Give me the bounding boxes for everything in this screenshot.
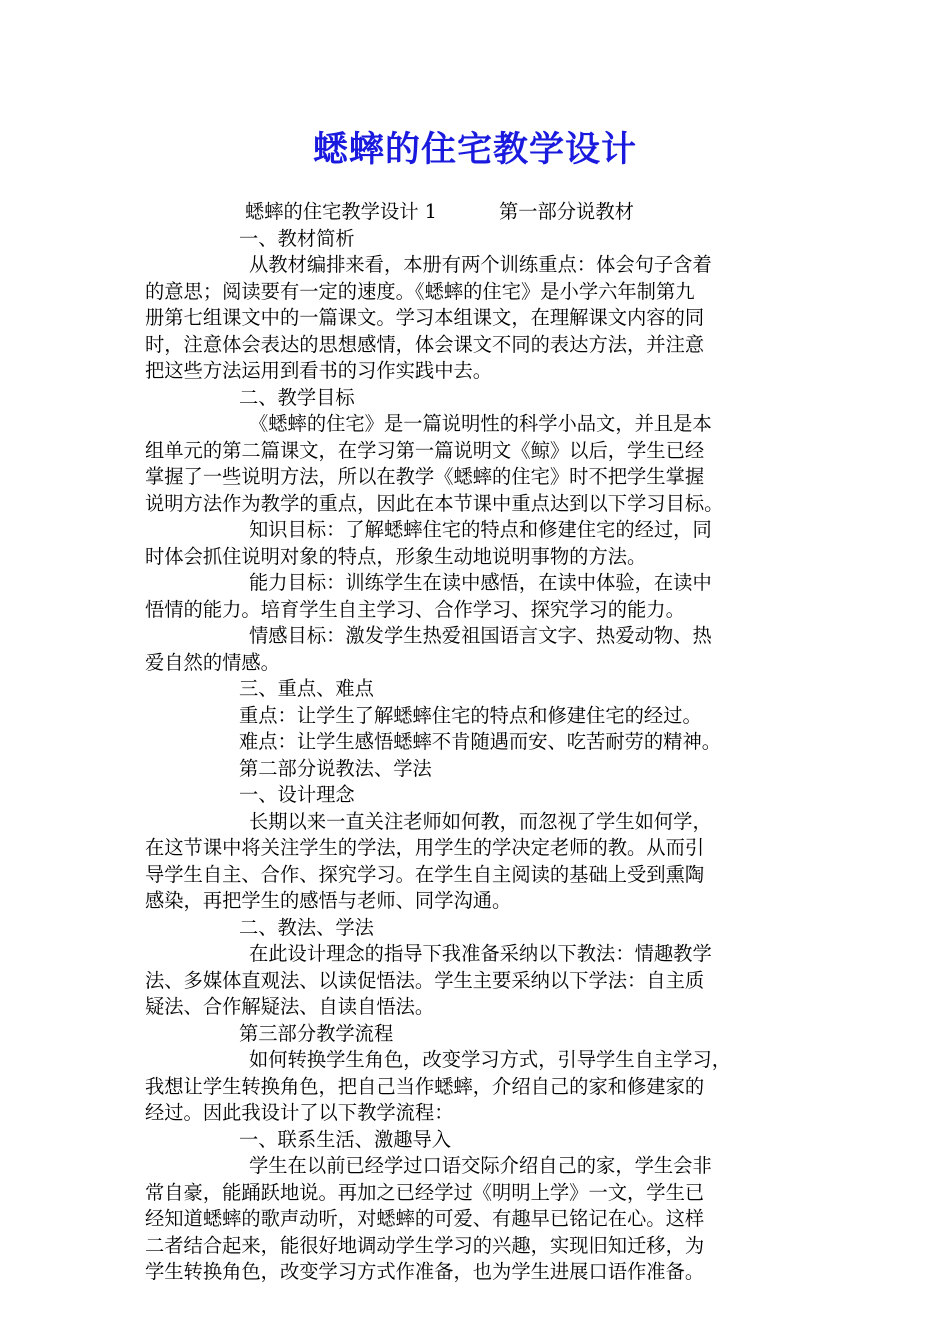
paragraph-line: 悟情的能力。培育学生自主学习、合作学习、探究学习的能力。 [145, 597, 685, 621]
paragraph-line: 经过。因此我设计了以下教学流程： [145, 1101, 454, 1124]
paragraph-line: 长期以来一直关注老师如何教，而忽视了学生如何学， [249, 809, 712, 833]
part-heading: 第三部分教学流程 [239, 1021, 394, 1045]
section-heading: 一、设计理念 [239, 783, 355, 806]
section-heading: 三、重点、难点 [239, 677, 374, 700]
paragraph-line: 从教材编排来看，本册有两个训练重点：体会句子含着 [249, 253, 712, 276]
paragraph-line: 掌握了一些说明方法，所以在教学《蟋蟀的住宅》时不把学生掌握 [145, 465, 705, 488]
paragraph-line: 的意思；阅读要有一定的速度。《蟋蟀的住宅》是小学六年制第九 [145, 279, 695, 303]
paragraph-line: 我想让学生转换角色，把自己当作蟋蟀，介绍自己的家和修建家的 [145, 1074, 705, 1098]
subtitle-right: 第一部分说教材 [498, 200, 634, 223]
paragraph-line: 感染，再把学生的感悟与老师、同学沟通。 [145, 889, 512, 912]
paragraph-line: 爱自然的情感。 [145, 650, 280, 674]
paragraph-line: 学生转换角色，改变学习方式作准备，也为学生进展口语作准备。 [145, 1260, 705, 1283]
paragraph-line: 导学生自主、合作、探究学习。在学生自主阅读的基础上受到熏陶 [145, 862, 705, 886]
paragraph-line: 把这些方法运用到看书的习作实践中去。 [145, 359, 493, 382]
paragraph-line: 在此设计理念的指导下我准备采纳以下教法：情趣教学 [249, 942, 712, 965]
paragraph-line: 知识目标：了解蟋蟀住宅的特点和修建住宅的经过，同 [249, 518, 712, 541]
paragraph-line: 时，注意体会表达的思想感情，体会课文不同的表达方法，并注意 [145, 332, 705, 356]
paragraph-line: 时体会抓住说明对象的特点，形象生动地说明事物的方法。 [145, 544, 647, 568]
paragraph-line: 重点：让学生了解蟋蟀住宅的特点和修建住宅的经过。 [239, 703, 702, 727]
paragraph-line: 如何转换学生角色，改变学习方式，引导学生自主学习， [249, 1048, 732, 1071]
paragraph-line: 情感目标：激发学生热爱祖国语言文字、热爱动物、热 [249, 624, 712, 647]
paragraph-line: 疑法、合作解疑法、自读自悟法。 [145, 995, 435, 1018]
paragraph-line: 组单元的第二篇课文，在学习第一篇说明文《鲸》以后，学生已经 [145, 438, 705, 462]
subtitle-left: 蟋蟀的住宅教学设计 1 [245, 200, 437, 223]
paragraph-line: 说明方法作为教学的重点，因此在本节课中重点达到以下学习目标。 [145, 491, 724, 515]
paragraph-line: 学生在以前已经学过口语交际介绍自己的家，学生会非 [249, 1154, 712, 1177]
document-title: 蟋蟀的住宅教学设计 [312, 129, 637, 170]
paragraph-line: 法、多媒体直观法、以读促悟法。学生主要采纳以下学法：自主质 [145, 968, 705, 992]
paragraph-line: 《蟋蟀的住宅》是一篇说明性的科学小品文，并且是本 [249, 412, 712, 435]
paragraph-line: 常自豪，能踊跃地说。再加之已经学过《明明上学》一文，学生已 [145, 1180, 705, 1204]
paragraph-line: 能力目标：训练学生在读中感悟，在读中体验，在读中 [249, 571, 712, 594]
paragraph-line: 在这节课中将关注学生的学法，用学生的学决定老师的教。从而引 [145, 836, 705, 859]
section-heading: 一、教材简析 [239, 226, 355, 250]
paragraph-line: 难点：让学生感悟蟋蟀不肯随遇而安、吃苦耐劳的精神。 [239, 730, 722, 753]
section-heading: 一、联系生活、激趣导入 [239, 1127, 452, 1151]
paragraph-line: 册第七组课文中的一篇课文。学习本组课文，在理解课文内容的同 [145, 306, 705, 329]
part-heading: 第二部分说教法、学法 [239, 756, 432, 780]
paragraph-line: 经知道蟋蟀的歌声动听，对蟋蟀的可爱、有趣早已铭记在心。这样 [145, 1207, 705, 1230]
subtitle-line [145, 199, 807, 226]
section-heading: 二、教法、学法 [239, 915, 374, 939]
document-body [145, 199, 807, 1286]
paragraph-line: 二者结合起来，能很好地调动学生学习的兴趣，实现旧知迁移，为 [145, 1233, 705, 1257]
section-heading: 二、教学目标 [239, 385, 355, 409]
